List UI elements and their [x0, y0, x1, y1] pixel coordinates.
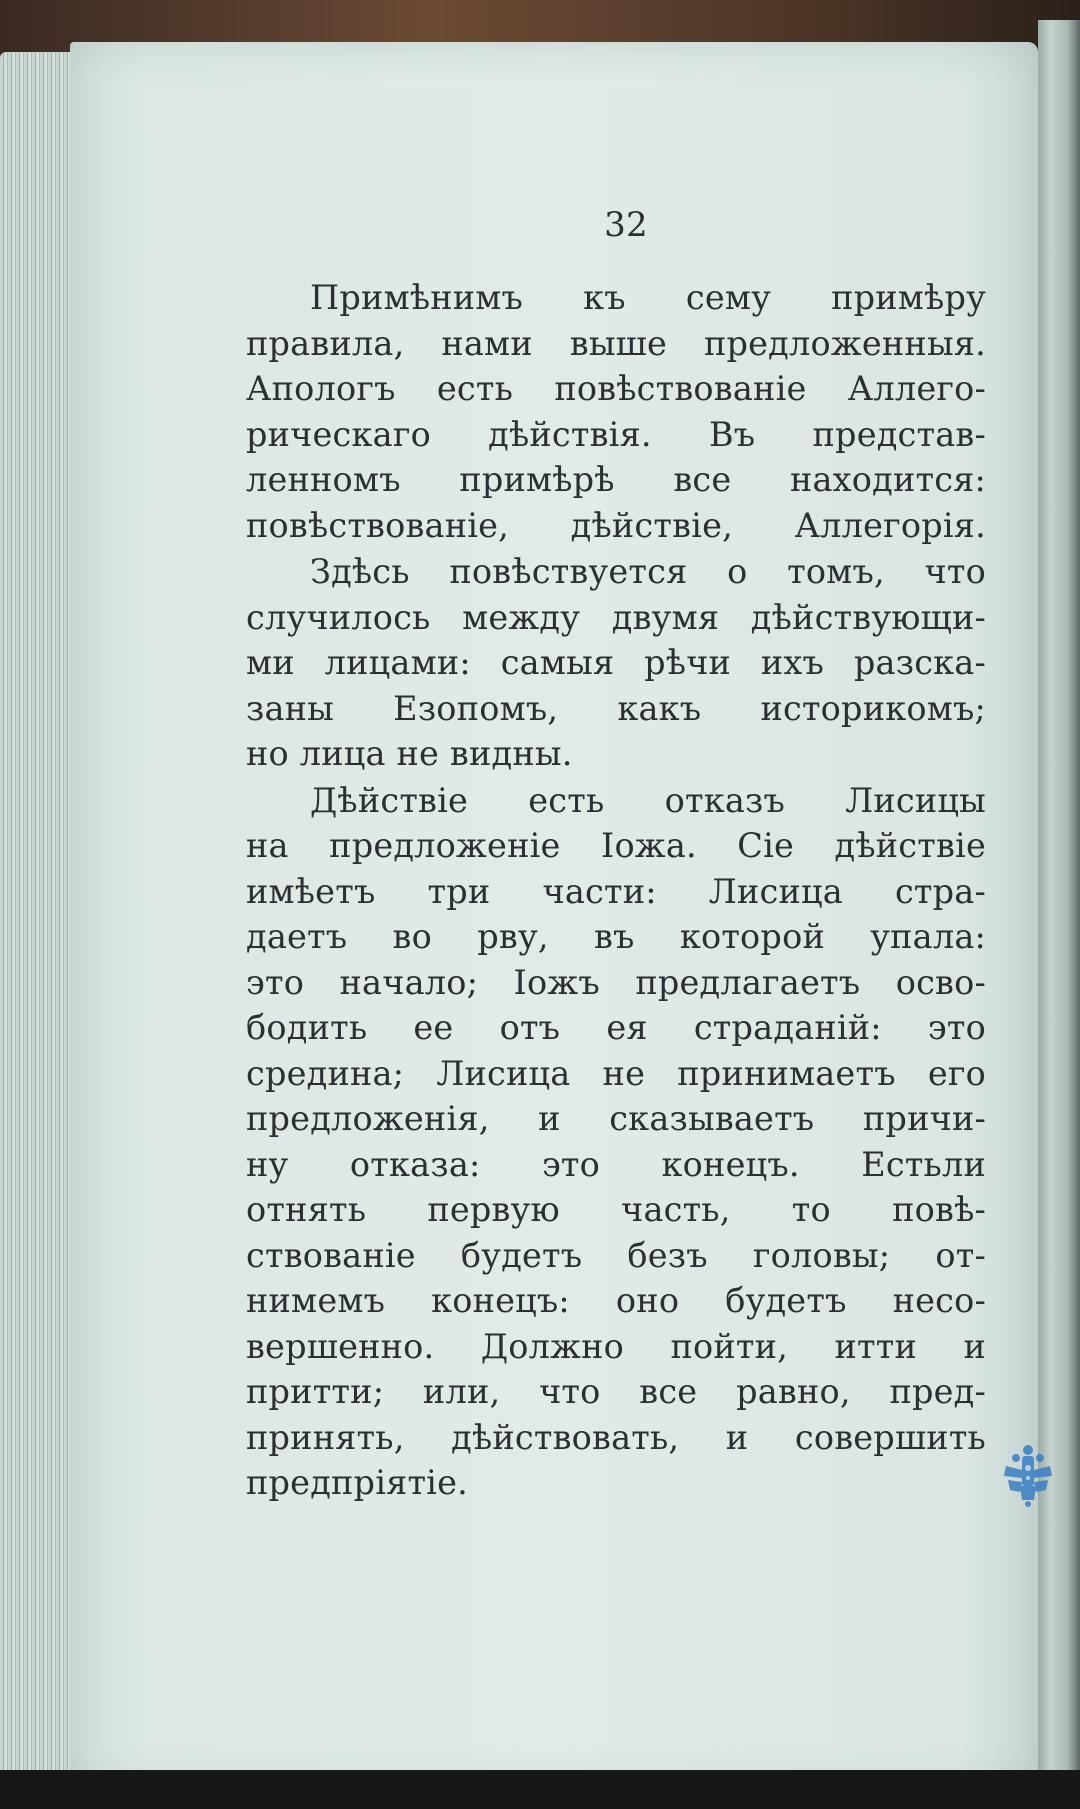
text-line: притти; или, что все равно, пред-: [246, 1372, 986, 1411]
text-line: вершенно. Должно пойти, итти и: [246, 1326, 986, 1366]
text-line: на предложеніе Іожа. Сіе дѣйствіе: [246, 826, 986, 865]
text-line: отнять первую часть, то повѣ-: [246, 1190, 986, 1229]
page-number: 32: [604, 205, 648, 245]
text-line: но лица не видны.: [246, 734, 573, 773]
page-text: [246, 205, 986, 1507]
paragraph-3: [246, 778, 986, 1506]
text-line: предложенія, и сказываетъ причи-: [246, 1099, 986, 1138]
bottom-shadow: [0, 1770, 1080, 1809]
text-line: принять, дѣйствовать, и совершить: [246, 1417, 986, 1457]
text-line: Дѣйствіе есть отказъ Лисицы: [310, 780, 986, 820]
text-line: Примѣнимъ къ сему примѣру: [310, 278, 986, 317]
library-stamp-icon: [1000, 1440, 1056, 1508]
text-line: правила, нами выше предложенныя.: [246, 323, 986, 363]
text-line: ленномъ примѣрѣ все находится:: [246, 460, 986, 499]
adjacent-page-edge: [1038, 20, 1080, 1780]
text-line: ствованіе будетъ безъ головы; от-: [246, 1235, 986, 1275]
text-line: даетъ во рву, въ которой упала:: [246, 917, 986, 956]
text-line: рическаго дѣйствія. Въ представ-: [246, 414, 986, 454]
text-line: средина; Лисица не принимаетъ его: [246, 1053, 986, 1093]
text-line: ми лицами: самыя рѣчи ихъ разска-: [246, 643, 986, 682]
paragraph-1: [246, 275, 986, 548]
text-line: повѣствованіе, дѣйствіе, Аллегорія.: [246, 505, 986, 545]
text-line: Апологъ есть повѣствованіе Аллего-: [246, 369, 986, 408]
text-line: Здѣсь повѣствуется о томъ, что: [310, 552, 986, 591]
text-line: случилось между двумя дѣйствующи-: [246, 597, 986, 637]
text-line: нимемъ конецъ: оно будетъ несо-: [246, 1281, 986, 1320]
text-line: имѣетъ три части: Лисица стра-: [246, 871, 986, 911]
text-line: заны Езопомъ, какъ историкомъ;: [246, 688, 986, 728]
text-line: предпріятіе.: [246, 1463, 468, 1502]
text-line: бодить ее отъ ея страданій: это: [246, 1008, 986, 1047]
paragraph-2: [246, 549, 986, 777]
text-line: это начало; Іожъ предлагаетъ осво-: [246, 962, 986, 1002]
text-line: ну отказа: это конецъ. Естьли: [246, 1144, 986, 1184]
